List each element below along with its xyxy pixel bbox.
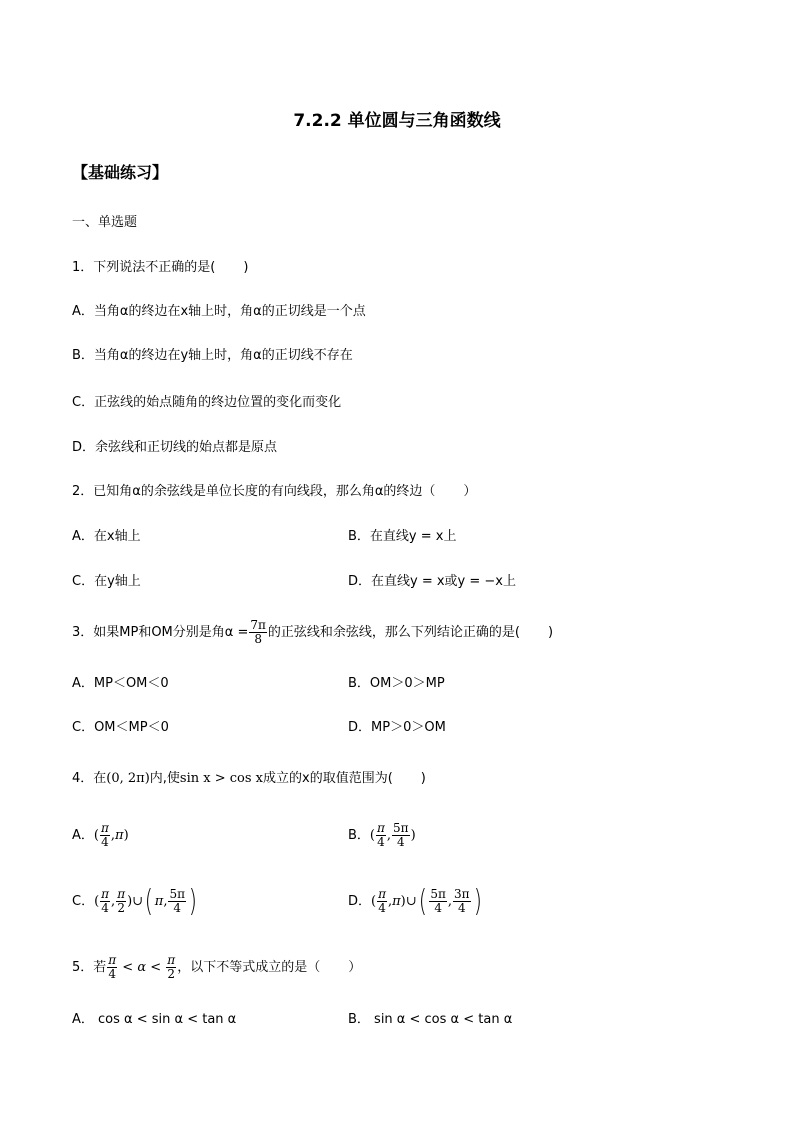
page-title: 7.2.2 单位圆与三角函数线 — [293, 111, 501, 131]
question-1-option-b: B．当角α的终边在y轴上时，角α的正切线不存在 — [72, 348, 353, 363]
subsection-heading: 一、单选题 — [72, 215, 138, 230]
fraction: $\frac{7\pi}{8}$ — [250, 618, 266, 646]
question-1-option-c: C．正弦线的始点随角的终边位置的变化而变化 — [72, 395, 342, 410]
question-3-option-a: A．MP＜OM＜0 — [72, 676, 169, 691]
question-4-option-a: A．( $\frac{\pi}{4}$ ,π) — [72, 821, 129, 849]
section-heading: 【基础练习】 — [72, 163, 169, 182]
question-2-stem: 2．已知角α的余弦线是单位长度的有向线段，那么角α的终边（ ） — [72, 484, 477, 499]
question-1-option-d: D．余弦线和正切线的始点都是原点 — [72, 440, 278, 455]
question-4-option-b: B．( $\frac{\pi}{4}$ , $\frac{5\pi}{4}$ ) — [348, 821, 416, 849]
question-3-option-d: D．MP＞0＞OM — [348, 720, 446, 735]
question-1-option-a: A．当角α的终边在x轴上时，角α的正切线是一个点 — [72, 304, 366, 319]
question-5-stem: 5．若 $\frac{\pi}{4}$ < α < $\frac{\pi}{2}$ ，以下不等式成立的是（ ） — [72, 953, 362, 981]
question-2-option-c: C．在y轴上 — [72, 574, 141, 589]
question-3-stem: 3．如果MP和OM分别是角α = $\frac{7\pi}{8}$ 的正弦线和余弦线，那么下列结论正确的是( ) — [72, 618, 554, 646]
question-5-option-a: A． cos α < sin α < tan α — [72, 1012, 237, 1027]
question-2-option-b: B．在直线y = x上 — [348, 529, 457, 544]
question-1-stem: 1．下列说法不正确的是( ) — [72, 260, 249, 275]
question-2-option-d: D．在直线y = x或y = −x上 — [348, 574, 516, 589]
question-3-option-c: C．OM＜MP＜0 — [72, 720, 169, 735]
question-2-option-a: A．在x轴上 — [72, 529, 141, 544]
question-4-stem: 4．在(0, 2π)内,使sin x > cos x成立的x的取值范围为( ) — [72, 771, 426, 786]
question-3-option-b: B．OM＞0＞MP — [348, 676, 445, 691]
question-4-option-d: D．( $\frac{\pi}{4}$ ,π)∪( $\frac{5\pi}{4}$ , $\frac{3\pi}{4}$ ) — [348, 883, 482, 919]
question-4-option-c: C．( $\frac{\pi}{4}$ , $\frac{\pi}{2}$ )∪( π, $\frac{5\pi}{4}$ ) — [72, 883, 197, 919]
question-5-option-b: B． sin α < cos α < tan α — [348, 1012, 513, 1027]
